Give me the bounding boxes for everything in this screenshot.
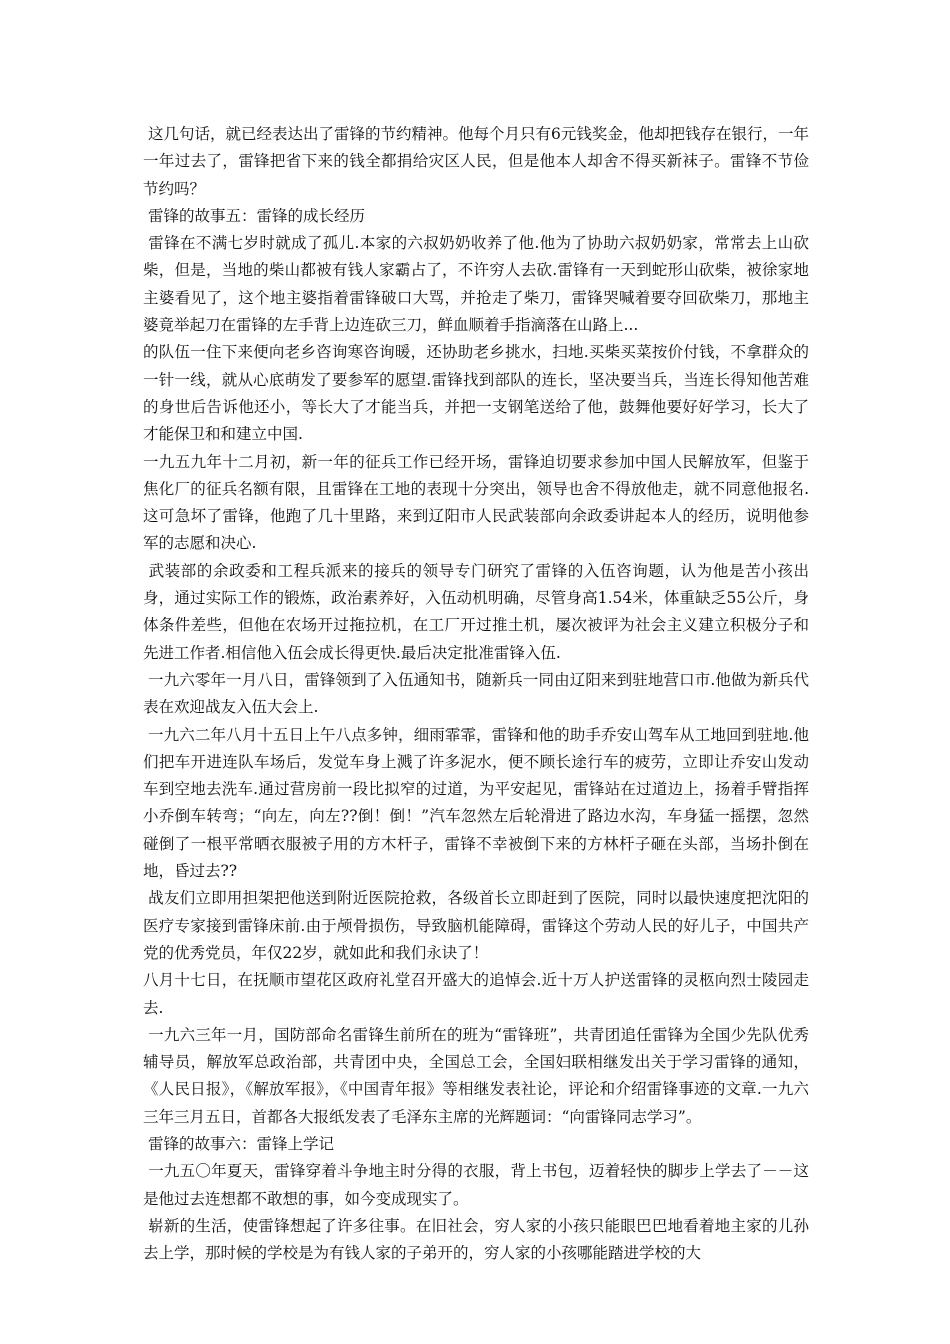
paragraph: 一九五〇年夏天，雷锋穿着斗争地主时分得的衣服，背上书包，迈着轻快的脚步上学去了－－这是他过去连想都不敢想的事，如今变成现实了。 bbox=[143, 1162, 809, 1208]
paragraph: 武装部的余政委和工程兵派来的接兵的领导专门研究了雷锋的入伍咨询题，认为他是苦小孩出身，通过实际工作的锻炼，政治素养好，入伍动机明确，尽管身高1.54米，体重缺乏55公斤，身体条件差些，但他在农场开过拖拉机，在工厂开过推土机，屡次被评为社会主义建立积极分子和先进工作者.相信他入伍会成长得更快.最后决定批准雷锋入伍. bbox=[143, 561, 809, 662]
paragraph: 的队伍一住下来便向老乡咨询寒咨询暖，还协助老乡挑水，扫地.买柴买菜按价付钱，不拿群众的一针一线，就从心底萌发了要参军的愿望.雷锋找到部队的连长，坚决要当兵，当连长得知他苦难的身世后告诉他还小，等长大了才能当兵，并把一支钢笔送给了他，鼓舞他要好好学习，长大了才能保卫和和建立中国. bbox=[143, 343, 809, 444]
paragraph: 一九六二年八月十五日上午八点多钟，细雨霏霏，雷锋和他的助手乔安山驾车从工地回到驻地.他们把车开进连队车场后，发觉车身上溅了许多泥水，便不顾长途行车的疲劳，立即让乔安山发动车到空地去洗车.通过营房前一段比拟窄的过道，为平安起见，雷锋站在过道边上，扬着手臂指挥小乔倒车转弯；“向左，向左??倒！倒！”汽车忽然左后轮滑进了路边水沟，车身猛一摇摆，忽然碰倒了一根平常晒衣服被子用的方木杆子，雷锋不幸被倒下来的方林杆子砸在头部，当场扑倒在地，昏过去?? bbox=[143, 725, 809, 881]
section-heading: 雷锋的故事六：雷锋上学记 bbox=[143, 1134, 334, 1153]
section-heading: 雷锋的故事五：雷锋的成长经历 bbox=[143, 206, 365, 225]
paragraph: 八月十七日，在抚顺市望花区政府礼堂召开盛大的追悼会.近十万人护送雷锋的灵柩向烈士陵园走去. bbox=[143, 971, 809, 1017]
paragraph: 战友们立即用担架把他送到附近医院抢救，各级首长立即赶到了医院，同时以最快速度把沈阳的医疗专家接到雷锋床前.由于颅骨损伤，导致脑机能障碍，雷锋这个劳动人民的好儿子，中国共产党的优秀党员，年仅22岁，就如此和我们永诀了！ bbox=[143, 889, 809, 962]
article-text bbox=[143, 121, 809, 1267]
paragraph: 崭新的生活，使雷锋想起了许多往事。在旧社会，穷人家的小孩只能眼巴巴地看着地主家的儿孙去上学，那时候的学校是为有钱人家的子弟开的，穷人家的小孩哪能踏进学校的大 bbox=[143, 1216, 809, 1263]
paragraph: 一九六零年一月八日，雷锋领到了入伍通知书，随新兵一同由辽阳来到驻地营口市.他做为新兵代表在欢迎战友入伍大会上. bbox=[143, 670, 809, 717]
paragraph: 一九五九年十二月初，新一年的征兵工作已经开场，雷锋迫切要求参加中国人民解放军，但鉴于焦化厂的征兵名额有限，且雷锋在工地的表现十分突出，领导也舍不得放他走，就不同意他报名.这可急坏了雷锋，他跑了几十里路，来到辽阳市人民武装部向余政委讲起本人的经历，说明他参军的志愿和决心. bbox=[143, 452, 809, 553]
paragraph: 一九六三年一月，国防部命名雷锋生前所在的班为“雷锋班”，共青团追任雷锋为全国少先队优秀辅导员，解放军总政治部，共青团中央，全国总工会，全国妇联相继发出关于学习雷锋的通知，《人民日报》，《解放军报》，《中国青年报》等相继发表社论，评论和介绍雷锋事迹的文章.一九六三年三月五日，首都各大报纸发表了毛泽东主席的光辉题词：“向雷锋同志学习”。 bbox=[143, 1025, 809, 1126]
paragraph: 雷锋在不满七岁时就成了孤儿.本家的六叔奶奶收养了他.他为了协助六叔奶奶家，常常去上山砍柴，但是，当地的柴山都被有钱人家霸占了，不许穷人去砍.雷锋有一天到蛇形山砍柴，被徐家地主婆看见了，这个地主婆指着雷锋破口大骂，并抢走了柴刀，雷锋哭喊着要夺回砍柴刀，那地主婆竟举起刀在雷锋的左手背上边连砍三刀，鲜血顺着手指滴落在山路上... bbox=[143, 234, 809, 335]
paragraph: 这几句话，就已经表达出了雷锋的节约精神。他每个月只有6元钱奖金，他却把钱存在银行，一年一年过去了，雷锋把省下来的钱全都捐给灾区人民，但是他本人却舍不得买新袜子。雷锋不节俭节约吗？ bbox=[143, 125, 809, 198]
